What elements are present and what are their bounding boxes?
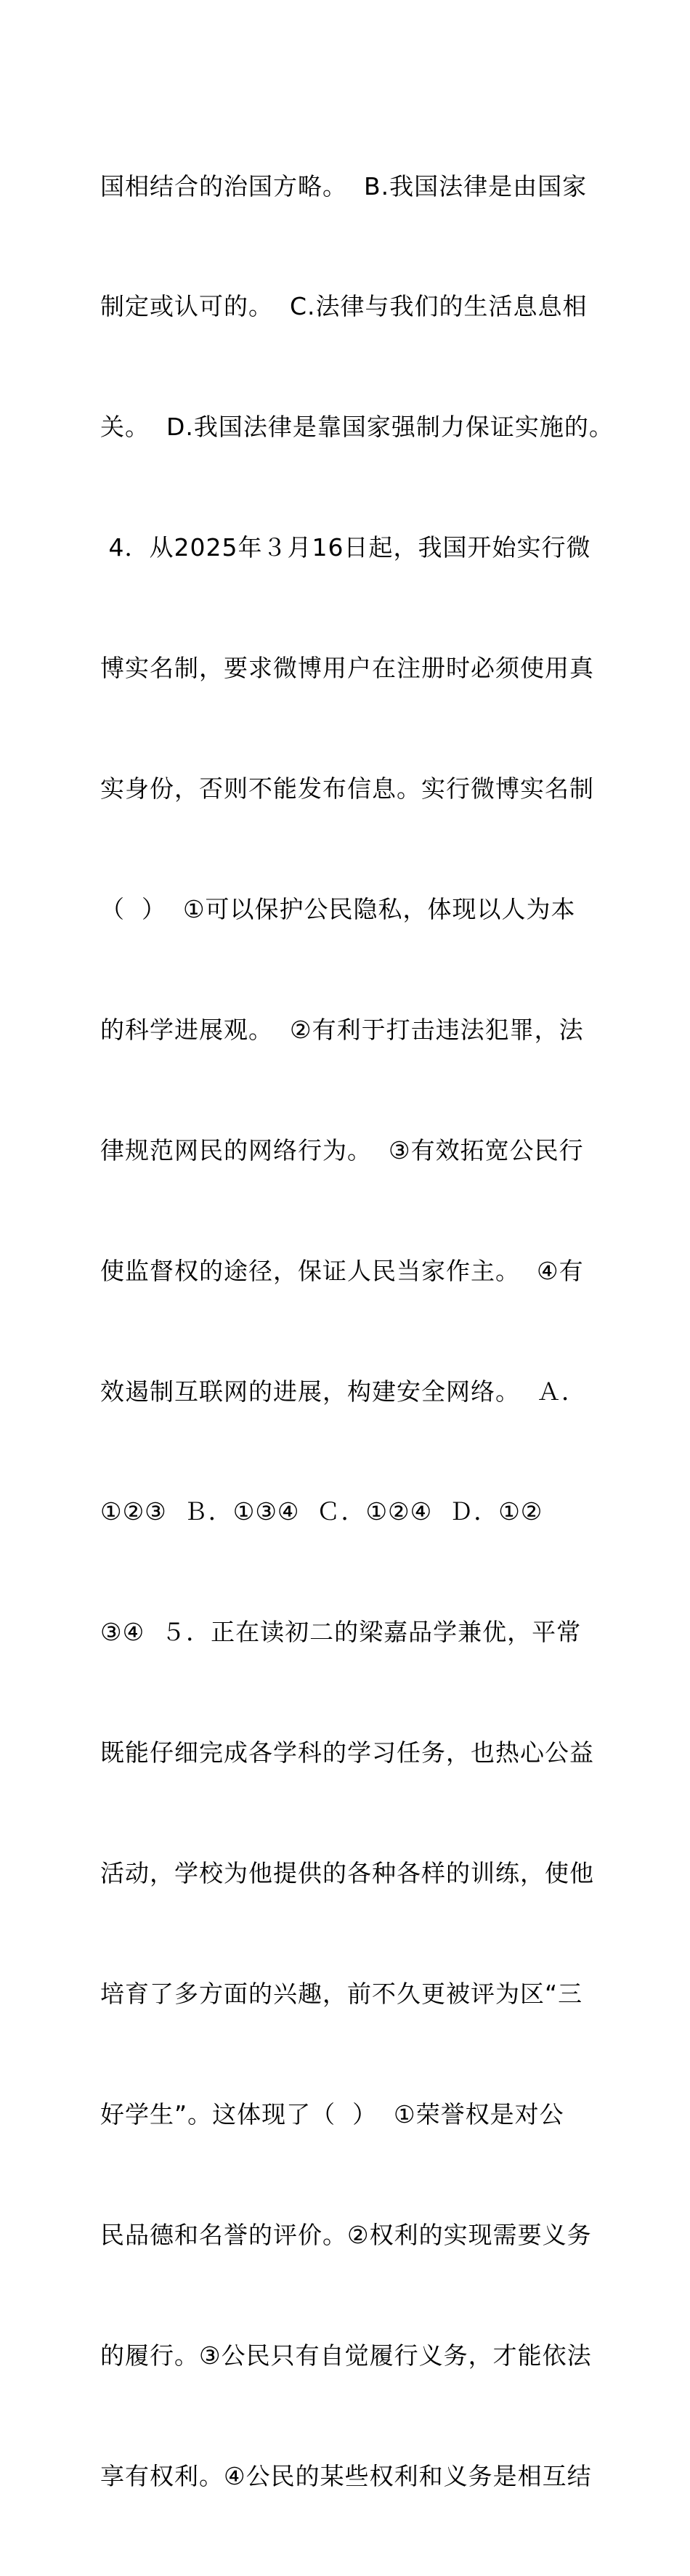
text-line: 民品德和名誉的评价。②权利的实现需要义务 bbox=[100, 2220, 592, 2249]
text-line: 关。 D.我国法律是靠国家强制力保证实施的。 bbox=[100, 413, 614, 442]
text-line: 制定或认可的。 C.法律与我们的生活息息相 bbox=[100, 292, 588, 321]
text-line: ①②③ Ｂ．①③④ Ｃ．①②④ Ｄ．①② bbox=[100, 1497, 543, 1526]
text-line: 4．从2025年３月16日起，我国开始实行微 bbox=[100, 533, 591, 562]
text-line: 实身份，否则不能发布信息。实行微博实名制 bbox=[100, 774, 594, 803]
text-line: 好学生”。这体现了（ ） ①荣誉权是对公 bbox=[100, 2099, 564, 2129]
text-line: 博实名制，要求微博用户在注册时必须使用真 bbox=[100, 654, 594, 683]
text-line: ③④ ５．正在读初二的梁嘉品学兼优，平常 bbox=[100, 1618, 582, 1647]
text-line: 活动，学校为他提供的各种各样的训练，使他 bbox=[100, 1859, 594, 1888]
text-line: 国相结合的治国方略。 B.我国法律是由国家 bbox=[100, 171, 588, 201]
text-line: （ ） ①可以保护公民隐私，体现以人为本 bbox=[100, 894, 576, 923]
text-line: 的科学进展观。 ②有利于打击违法犯罪，法 bbox=[100, 1015, 584, 1044]
text-line: 既能仔细完成各学科的学习任务，也热心公益 bbox=[100, 1738, 594, 1767]
text-line: 的履行。③公民只有自觉履行义务，才能依法 bbox=[100, 2341, 592, 2370]
text-line: 培育了多方面的兴趣，前不久更被评为区“三 bbox=[100, 1979, 583, 2008]
text-line: 律规范网民的网络行为。 ③有效拓宽公民行 bbox=[100, 1135, 584, 1165]
text-line: 享有权利。④公民的某些权利和义务是相互结 bbox=[100, 2461, 592, 2490]
text-line: 使监督权的途径，保证人民当家作主。 ④有 bbox=[100, 1256, 584, 1285]
text-line: 效遏制互联网的进展，构建安全网络。 Ａ． bbox=[100, 1377, 586, 1406]
question-text-body bbox=[100, 86, 623, 2576]
